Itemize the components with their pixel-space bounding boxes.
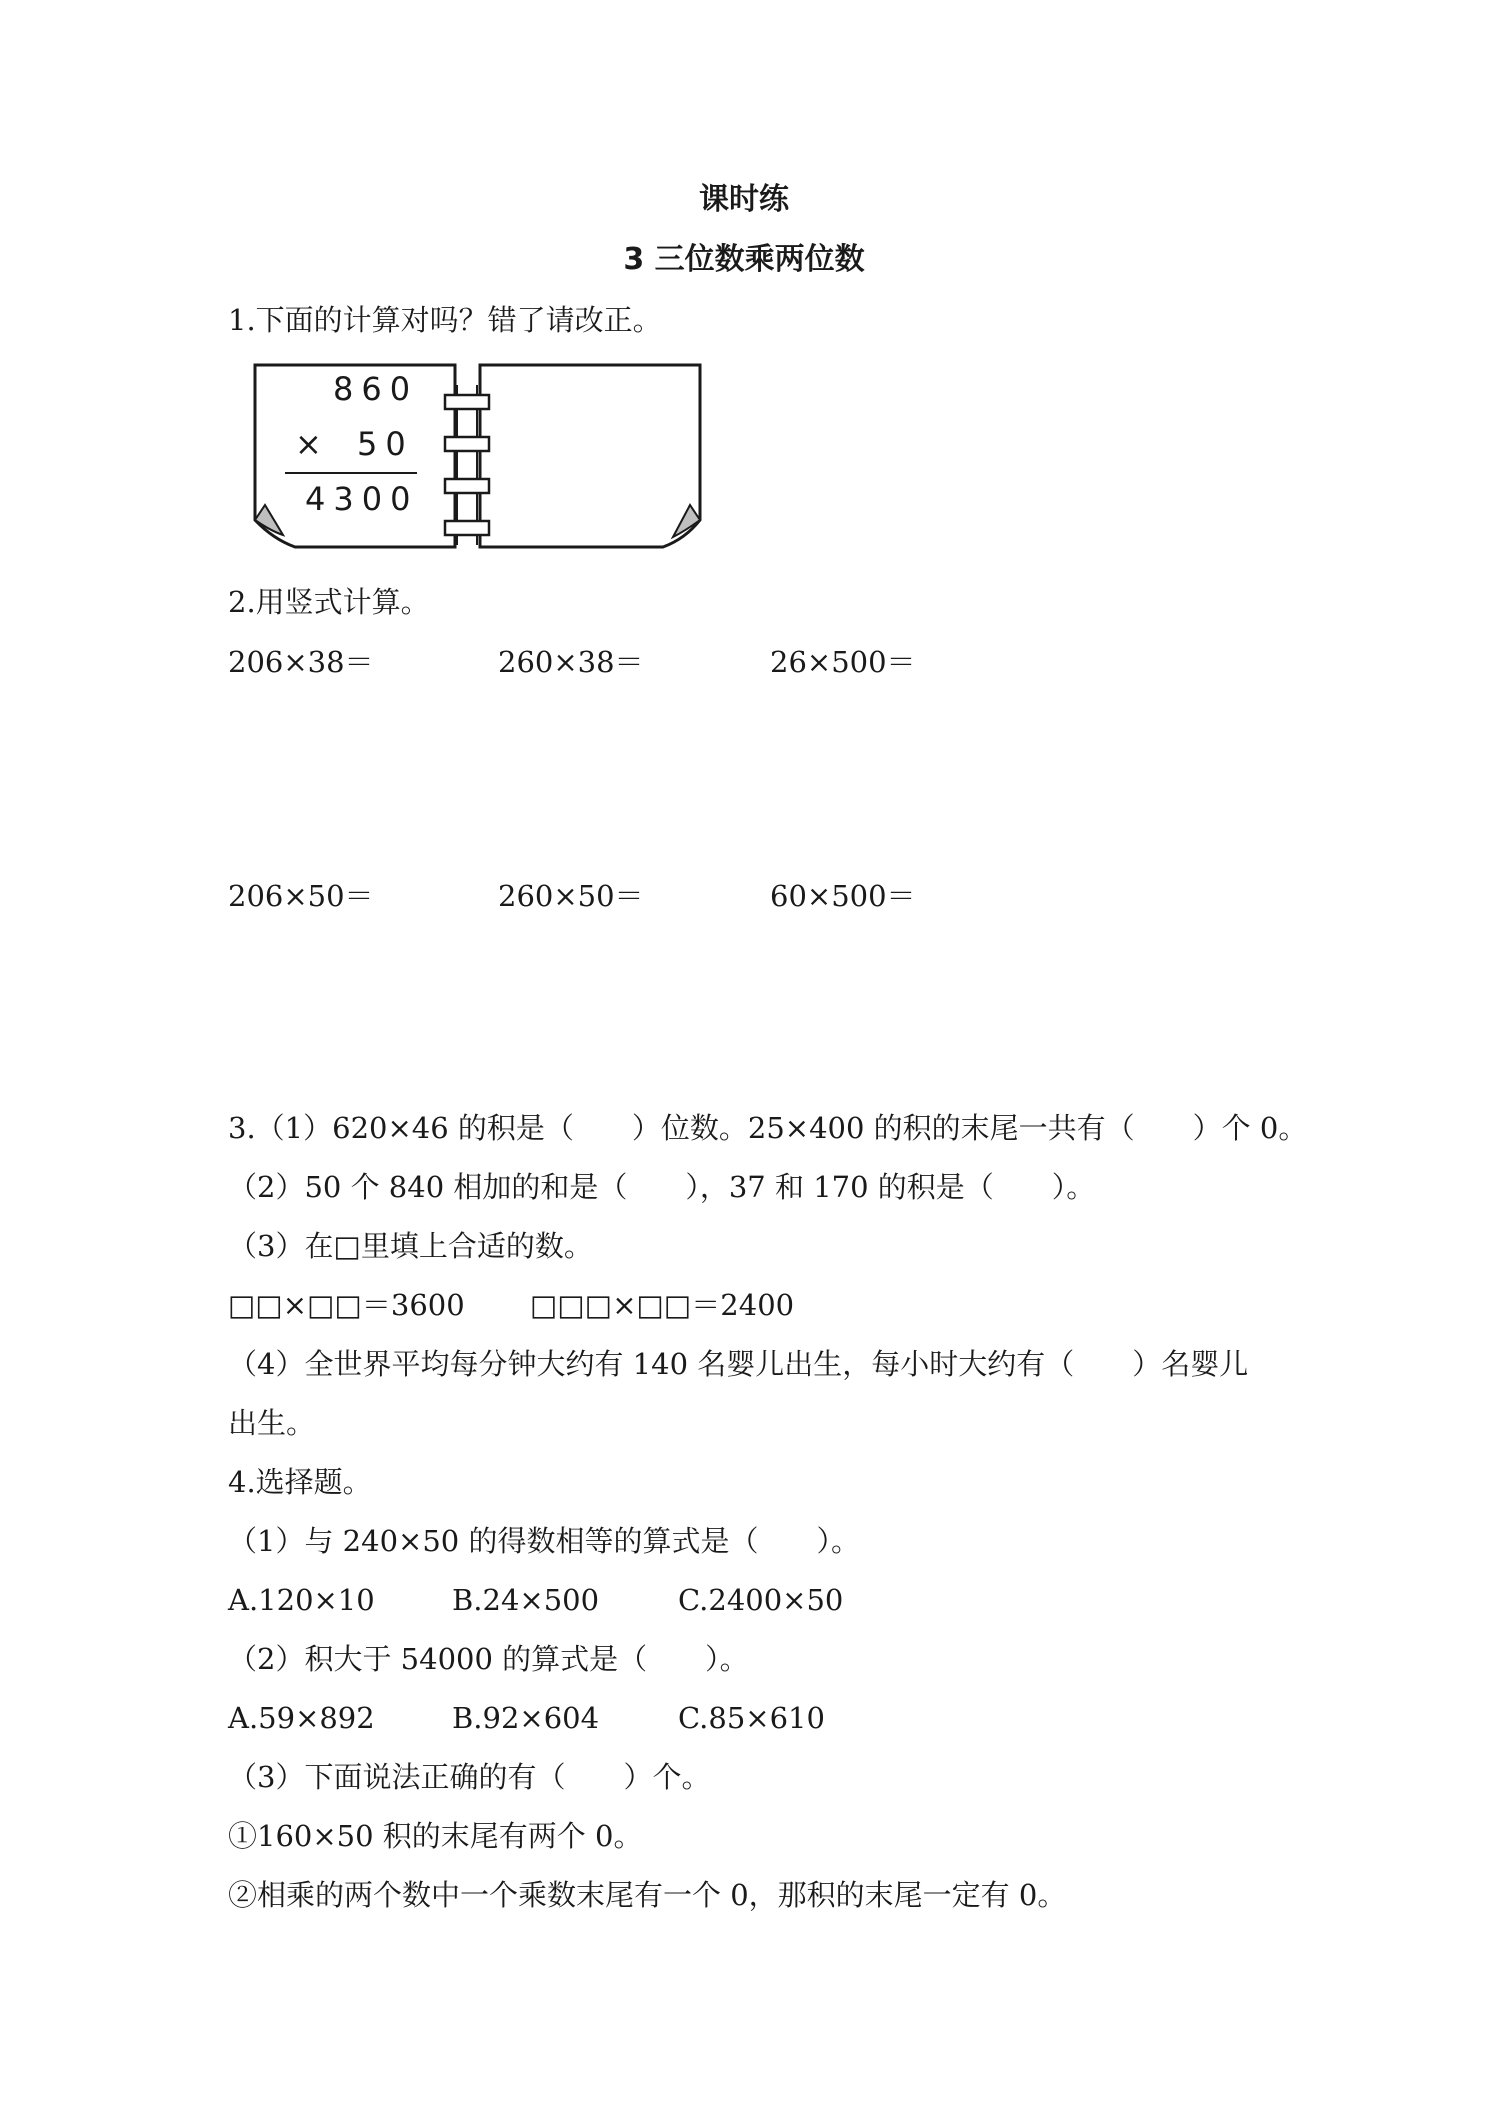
q3-equation-1: □□×□□＝3600 <box>228 1288 465 1322</box>
worksheet-title: 课时练 <box>699 182 789 217</box>
lesson-subtitle: 3 三位数乘两位数 <box>623 242 865 277</box>
q4-prompt: 4.选择题。 <box>228 1465 372 1499</box>
q3-part4-line2: 出生。 <box>228 1406 316 1440</box>
q2-expr-1: 206×38＝ <box>228 645 374 679</box>
q4-sub2-option-b: B.92×604 <box>452 1701 600 1735</box>
q3-part2: （2）50 个 840 相加的和是（ ），37 和 170 的积是（ ）。 <box>228 1170 1096 1204</box>
q2-expr-3: 26×500＝ <box>770 645 916 679</box>
q3-part3: （3）在□里填上合适的数。 <box>228 1229 593 1263</box>
multiplication-sign: × <box>295 425 330 463</box>
q4-sub1-option-b: B.24×500 <box>452 1583 600 1617</box>
q3-part1: 3.（1）620×46 的积是（ ）位数。25×400 的积的末尾一共有（ ）个 0。 <box>228 1111 1308 1145</box>
q2-expr-5: 260×50＝ <box>498 879 644 913</box>
q2-expr-4: 206×50＝ <box>228 879 374 913</box>
multiplier: 50 <box>357 425 414 463</box>
q4-sub3-statement-2: ②相乘的两个数中一个乘数末尾有一个 0，那积的末尾一定有 0。 <box>228 1878 1067 1912</box>
q4-sub2: （2）积大于 54000 的算式是（ ）。 <box>228 1642 749 1676</box>
q4-sub1-option-a: A.120×10 <box>228 1583 375 1617</box>
q4-sub1: （1）与 240×50 的得数相等的算式是（ ）。 <box>228 1524 860 1558</box>
notebook-figure <box>245 355 705 555</box>
q1-prompt: 1.下面的计算对吗？错了请改正。 <box>228 303 662 337</box>
multiplicand: 860 <box>333 370 419 408</box>
product: 4300 <box>305 480 419 518</box>
q4-sub3: （3）下面说法正确的有（ ）个。 <box>228 1760 711 1794</box>
q2-expr-6: 60×500＝ <box>770 879 916 913</box>
q2-expr-2: 260×38＝ <box>498 645 644 679</box>
q4-sub2-option-a: A.59×892 <box>228 1701 375 1735</box>
q3-equation-2: □□□×□□＝2400 <box>530 1288 795 1322</box>
q4-sub3-statement-1: ①160×50 积的末尾有两个 0。 <box>228 1819 643 1853</box>
q2-prompt: 2.用竖式计算。 <box>228 585 430 619</box>
q4-sub2-option-c: C.85×610 <box>678 1701 825 1735</box>
q3-part4-line1: （4）全世界平均每分钟大约有 140 名婴儿出生，每小时大约有（ ）名婴儿 <box>228 1347 1249 1381</box>
q4-sub1-option-c: C.2400×50 <box>678 1583 844 1617</box>
